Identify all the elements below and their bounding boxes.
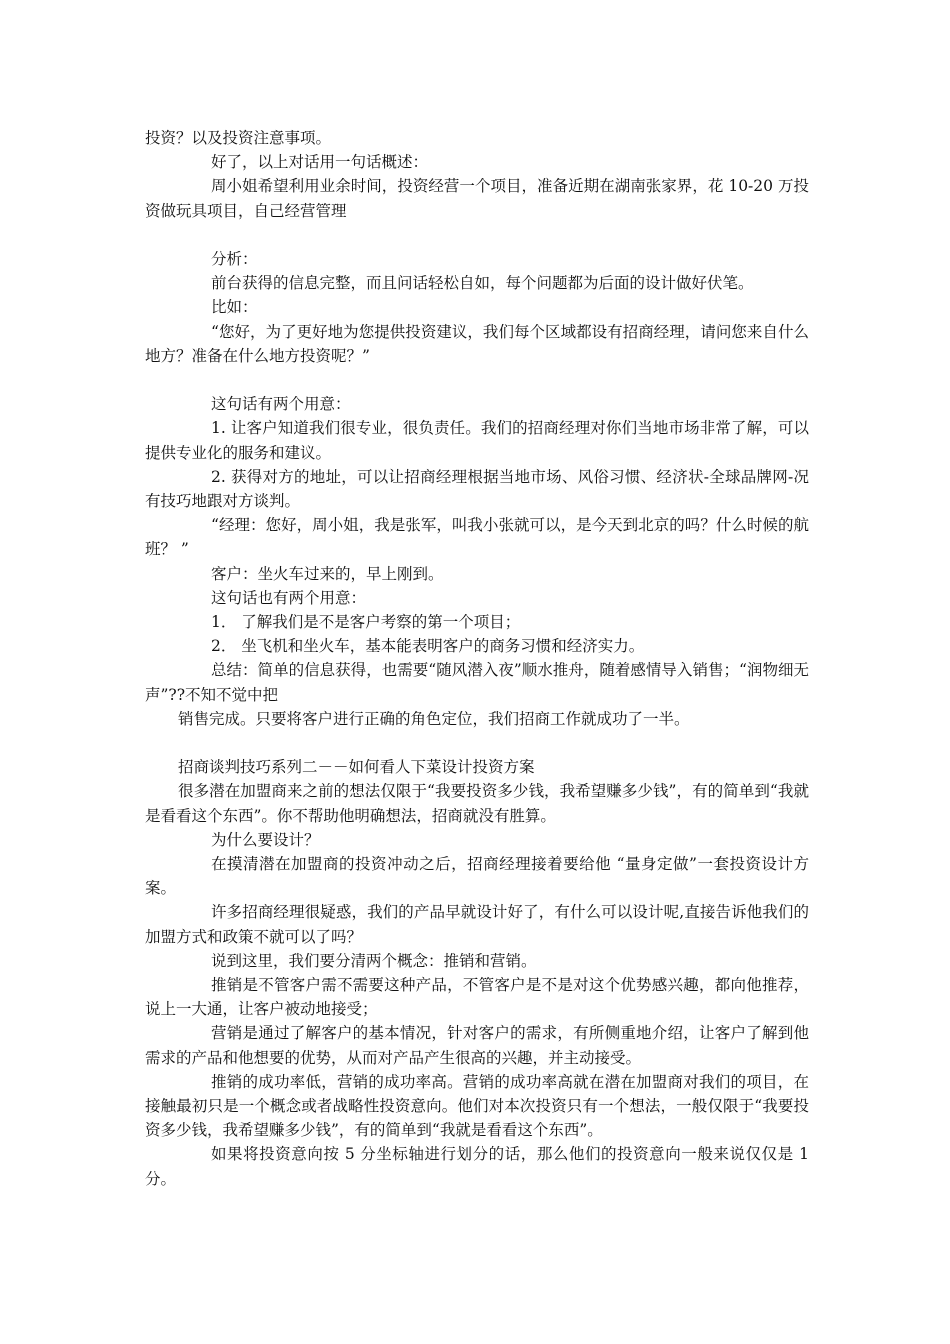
- blank-line: [145, 368, 809, 392]
- blank-line: [145, 223, 809, 247]
- paragraph: 销售完成。只要将客户进行正确的角色定位，我们招商工作就成功了一半。: [178, 709, 690, 728]
- paragraph: 许多招商经理很疑惑，我们的产品早就设计好了，有什么可以设计呢,直接告诉他我们的加盟方式和政策不就可以了吗？: [145, 903, 809, 946]
- paragraph: 在摸清潜在加盟商的投资冲动之后，招商经理接着要给他 “量身定做”一套投资设计方案。: [145, 855, 809, 898]
- paragraph: 推销的成功率低，营销的成功率高。营销的成功率高就在潜在加盟商对我们的项目，在接触最初只是一个概念或者战略性投资意向。他们对本次投资只有一个想法，一般仅限于“我要投资多少钱，我希望赚多少钱”，有的简单到“我就是看看这个东西”。: [145, 1072, 809, 1140]
- paragraph: 为什么要设计？: [211, 830, 320, 849]
- paragraph: 这句话有两个用意：: [211, 395, 351, 414]
- paragraph: “您好，为了更好地为您提供投资建议，我们每个区域都设有招商经理，请问您来自什么地方？准备在什么地方投资呢？”: [145, 322, 809, 365]
- section-heading: 招商谈判技巧系列二－－如何看人下菜设计投资方案: [178, 758, 535, 777]
- paragraph: 推销是不管客户需不需要这种产品，不管客户是不是对这个优势感兴趣，都向他推荐，说上一大通，让客户被动地接受；: [145, 976, 809, 1019]
- paragraph: 1． 了解我们是不是客户考察的第一个项目；: [211, 613, 521, 632]
- blank-line: [145, 731, 809, 755]
- paragraph: 好了，以上对话用一句话概述：: [211, 153, 429, 172]
- paragraph: 投资？以及投资注意事项。: [145, 129, 332, 147]
- paragraph: 周小姐希望利用业余时间，投资经营一个项目，准备近期在湖南张家界，花 10-20 万投资做玩具项目，自己经营管理: [145, 177, 809, 220]
- paragraph: 这句话也有两个用意：: [211, 588, 367, 607]
- paragraph: 很多潜在加盟商来之前的想法仅限于“我要投资多少钱，我希望赚多少钱”，有的简单到“我就是看看这个东西”。你不帮助他明确想法，招商就没有胜算。: [145, 782, 809, 825]
- paragraph: 如果将投资意向按 5 分坐标轴进行划分的话，那么他们的投资意向一般来说仅仅是 1 分。: [145, 1145, 809, 1188]
- paragraph: 总结：简单的信息获得，也需要“随风潜入夜”顺水推舟，随着感情导入销售；“润物细无声”??不知不觉中把: [145, 661, 809, 704]
- paragraph: “经理：您好，周小姐，我是张军，叫我小张就可以，是今天到北京的吗？什么时候的航班？ ”: [145, 516, 809, 559]
- document-body: [145, 126, 809, 1191]
- paragraph: 1. 让客户知道我们很专业，很负责任。我们的招商经理对你们当地市场非常了解，可以提供专业化的服务和建议。: [145, 419, 809, 462]
- paragraph: 比如：: [211, 298, 258, 317]
- paragraph: 说到这里，我们要分清两个概念：推销和营销。: [211, 951, 537, 970]
- paragraph: 客户：坐火车过来的，早上刚到。: [211, 564, 444, 583]
- paragraph: 营销是通过了解客户的基本情况，针对客户的需求，有所侧重地介绍，让客户了解到他需求的产品和他想要的优势，从而对产品产生很高的兴趣，并主动接受。: [145, 1024, 809, 1067]
- paragraph: 2. 获得对方的地址，可以让招商经理根据当地市场、风俗习惯、经济状-全球品牌网-况有技巧地跟对方谈判。: [145, 467, 809, 511]
- paragraph: 分析：: [211, 250, 258, 268]
- paragraph: 2． 坐飞机和坐火车，基本能表明客户的商务习惯和经济实力。: [211, 637, 645, 656]
- paragraph: 前台获得的信息完整，而且问话轻松自如，每个问题都为后面的设计做好伏笔。: [211, 274, 754, 293]
